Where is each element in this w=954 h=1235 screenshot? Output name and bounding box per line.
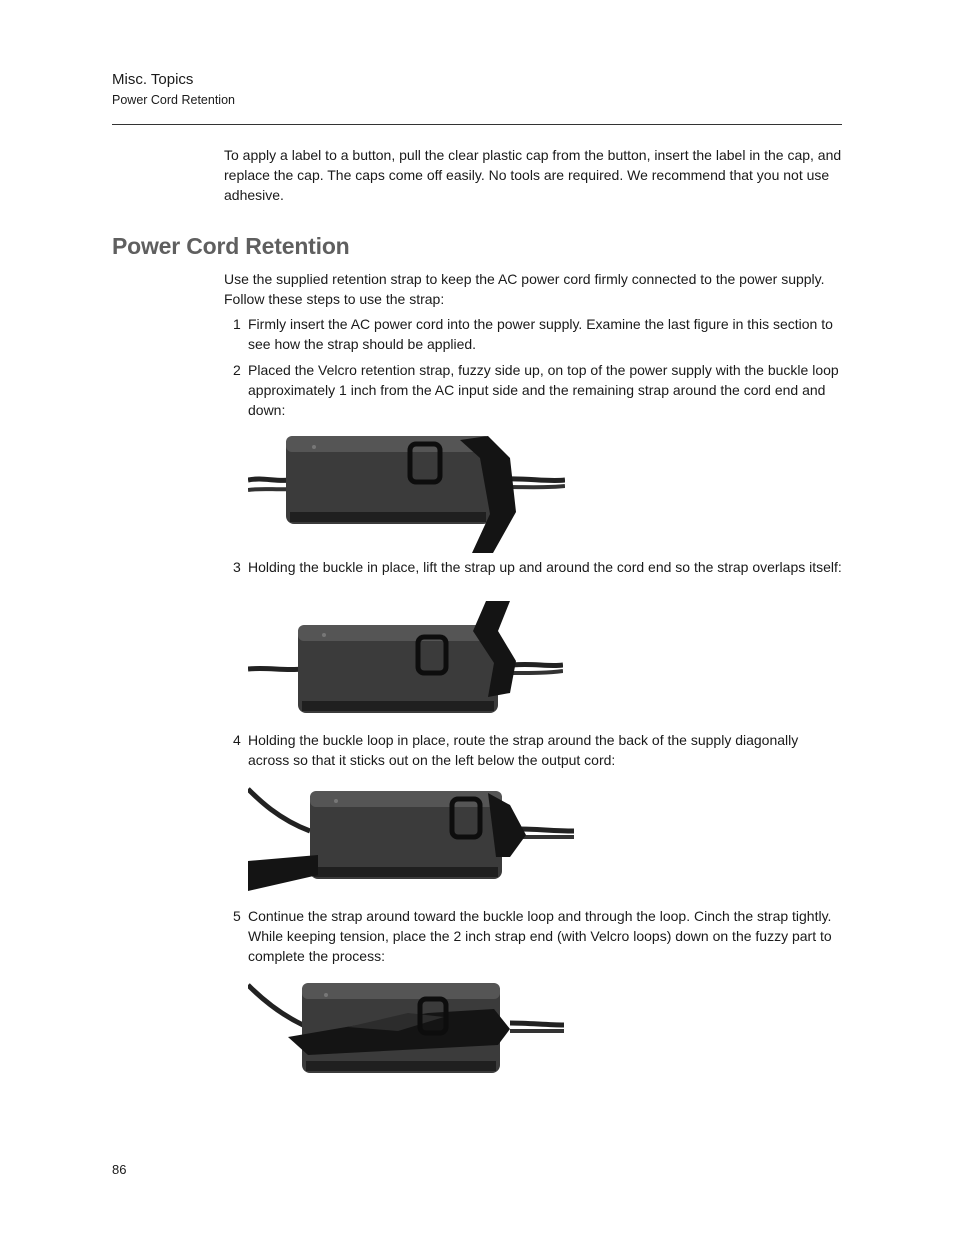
step-text: Placed the Velcro retention strap, fuzzy side up, on top of the power supply with the buckle loop approximately 1 inch from the AC input side and the remaining strap around the cord end and down: [248,362,839,418]
step-2 [224,360,842,420]
section-heading: Power Cord Retention [112,233,350,259]
step-1 [224,314,842,354]
step-text: Holding the buckle loop in place, route the strap around the back of the supply diagonally across so that it sticks out on the left below the output cord: [248,732,799,768]
photo-strap-step-3 [248,601,563,715]
photo-strap-step-2 [248,432,565,554]
step-number: 2 [233,362,241,378]
photo-strap-step-5 [248,973,564,1085]
running-header-section: Misc. Topics [112,71,194,88]
step-text: Firmly insert the AC power cord into the power supply. Examine the last figure in this section to see how the strap should be applied. [248,316,833,352]
step-number: 1 [233,316,241,332]
step-number: 3 [233,559,241,575]
step-4 [224,730,842,770]
page-number: 86 [112,1162,127,1177]
section-intro: Use the supplied retention strap to keep the AC power cord firmly connected to the power supply. Follow these steps to use the strap: [224,271,825,307]
step-3 [224,557,842,597]
step-number: 4 [233,732,241,748]
photo-strap-step-4 [248,779,574,895]
step-text: Holding the buckle in place, lift the strap up and around the cord end so the strap overlaps itself: [248,559,842,575]
running-header-subsection: Power Cord Retention [112,93,235,107]
intro-paragraph: To apply a label to a button, pull the clear plastic cap from the button, insert the label in the cap, and replace the cap. The caps come off easily. No tools are required. We recommend that you not use adhesive. [224,147,842,203]
step-number: 5 [233,908,241,924]
step-text: Continue the strap around toward the buckle loop and through the loop. Cinch the strap tightly. While keeping tension, place the 2 inch strap end (with Velcro loops) down on the fuzzy part to complete the process: [248,908,832,964]
header-rule [112,124,842,125]
step-5 [224,906,842,966]
